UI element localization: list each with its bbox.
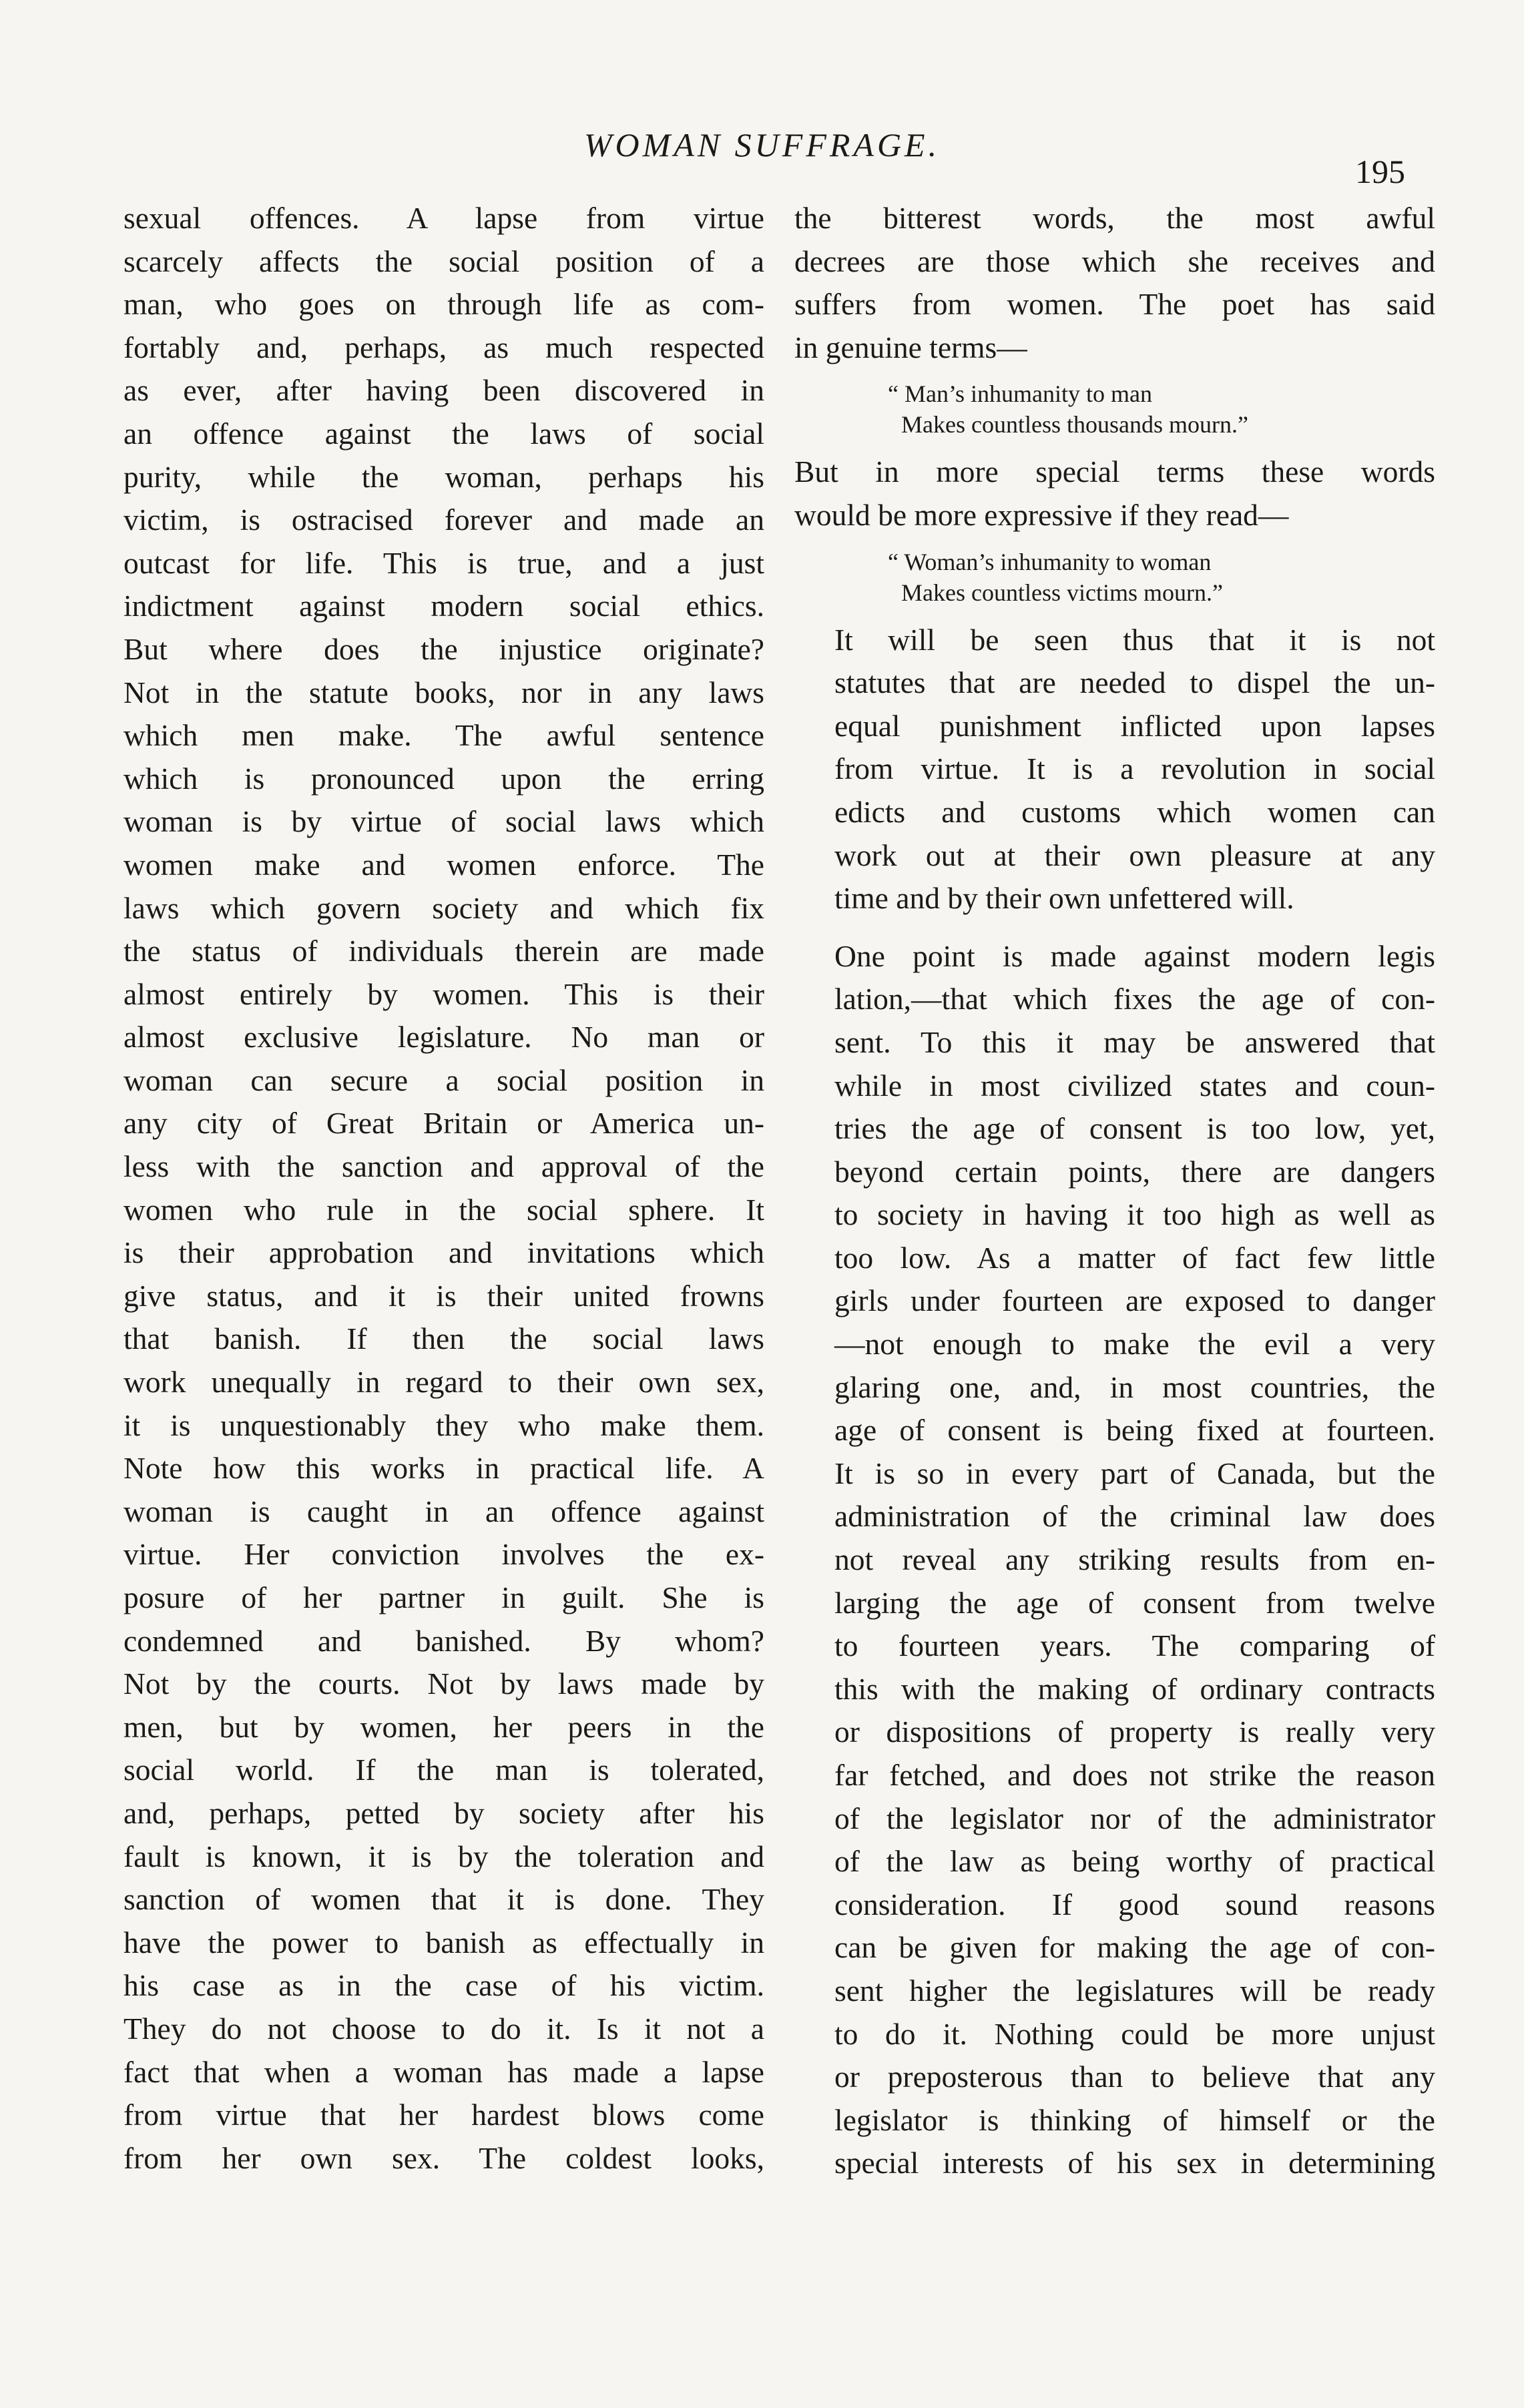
text-line: administration of the criminal law does [834,1499,1435,1534]
text-line: suffers from women. The poet has said [794,287,1435,322]
text-line: Not by the courts. Not by laws made by [123,1667,764,1701]
text-line: woman is caught in an offence against [123,1494,764,1528]
verse-quote-1 [794,378,1435,440]
left-paragraph [123,197,764,2180]
text-line: the bitterest words, the most awful [794,201,1435,235]
text-line: sanction of women that it is done. They [123,1882,764,1917]
text-line: less with the sanction and approval of the [123,1149,764,1184]
text-line: an offence against the laws of social [123,416,764,450]
text-line: to society in having it too high as well as [834,1197,1435,1232]
text-line: have the power to banish as effectually in [123,1925,764,1960]
text-line: It is so in every part of Canada, but the [834,1456,1435,1490]
text-line: sexual offences. A lapse from virtue [123,201,764,235]
text-line: fortably and, perhaps, as much respected [123,330,764,364]
verse-line: “ Man’s inhumanity to man [888,380,1152,408]
text-line: women make and women enforce. The [123,847,764,882]
text-line: glaring one, and, in most countries, the [834,1370,1435,1404]
page-number: 195 [1355,153,1405,190]
text-line: it is unquestionably they who make them. [123,1408,764,1442]
text-line: age of consent is being fixed at fourteen. [834,1413,1435,1448]
text-line: Not in the statute books, nor in any laws [123,675,764,709]
text-line: girls under fourteen are exposed to danger [834,1283,1435,1318]
text-line: outcast for life. This is true, and a just [123,545,764,580]
right-paragraph-1 [794,197,1435,369]
text-line: any city of Great Britain or America un- [123,1106,764,1141]
text-line: which men make. The awful sentence [123,718,764,753]
text-line: special interests of his sex in determining [834,2146,1435,2180]
text-line: to fourteen years. The comparing of [834,1628,1435,1663]
text-line: or preposterous than to believe that any [834,2060,1435,2094]
text-line: decrees are those which she receives and [794,244,1435,278]
text-line: virtue. Her conviction involves the ex- [123,1537,764,1572]
text-line: almost entirely by women. This is their [123,976,764,1011]
text-line: equal punishment inflicted upon lapses [834,708,1435,743]
text-line: men, but by women, her peers in the [123,1709,764,1744]
text-line: scarcely affects the social position of a [123,244,764,278]
text-line: that banish. If then the social laws [123,1321,764,1356]
text-line: tries the age of consent is too low, yet, [834,1111,1435,1146]
text-line: far fetched, and does not strike the reason [834,1758,1435,1792]
right-column [794,197,1435,2366]
text-line: and, perhaps, petted by society after his [123,1795,764,1830]
text-line: work out at their own pleasure at any [834,838,1435,872]
text-line: social world. If the man is tolerated, [123,1753,764,1787]
text-line: work unequally in regard to their own sex, [123,1365,764,1400]
text-line: can be given for making the age of con- [834,1930,1435,1965]
text-line: man, who goes on through life as com- [123,287,764,322]
text-line: posure of her partner in guilt. She is [123,1580,764,1614]
text-line: larging the age of consent from twelve [834,1585,1435,1620]
text-line: too low. As a matter of fact few little [834,1240,1435,1275]
text-line: One point is made against modern legis [834,938,1435,973]
right-paragraph-2 [794,450,1435,537]
text-line: of the law as being worthy of practical [834,1844,1435,1879]
text-line: purity, while the woman, perhaps his [123,459,764,494]
text-line: indictment against modern social ethics. [123,589,764,623]
text-line: It will be seen thus that it is not [834,622,1435,657]
text-line: consideration. If good sound reasons [834,1887,1435,1921]
text-line: his case as in the case of his victim. [123,1968,764,2003]
text-line: from virtue. It is a revolution in social [834,751,1435,786]
verse-quote-2 [794,547,1435,608]
text-line: from her own sex. The coldest looks, [123,2140,764,2175]
text-line: fault is known, it is by the toleration and [123,1839,764,1873]
text-line: edicts and customs which women can [834,794,1435,829]
verse-line: “ Woman’s inhumanity to woman [888,548,1212,575]
text-line: to do it. Nothing could be more unjust [834,2016,1435,2051]
text-line: —not enough to make the evil a very [834,1327,1435,1362]
text-line: lation,—that which fixes the age of con- [834,982,1435,1016]
text-line: But in more special terms these words [794,455,1435,489]
text-line: this with the making of ordinary contracts [834,1671,1435,1706]
text-line: laws which govern society and which fix [123,890,764,925]
text-line: not reveal any striking results from en- [834,1542,1435,1577]
text-line: almost exclusive legislature. No man or [123,1020,764,1055]
text-line: woman is by virtue of social laws which [123,804,764,839]
text-line: in genuine terms— [794,330,1027,364]
text-line: or dispositions of property is really very [834,1715,1435,1749]
text-line: while in most civilized states and coun- [834,1068,1435,1103]
text-line: They do not choose to do it. Is it not a [123,2011,764,2046]
text-line: sent higher the legislatures will be ready [834,1973,1435,2008]
running-title: WOMAN SUFFRAGE. [583,126,941,164]
text-line: sent. To this it may be answered that [834,1024,1435,1059]
text-line: is their approbation and invitations which [123,1235,764,1270]
text-line: But where does the injustice originate? [123,631,764,666]
text-line: which is pronounced upon the erring [123,761,764,796]
text-line: beyond certain points, there are dangers [834,1154,1435,1189]
text-line: would be more expressive if they read— [794,497,1289,532]
text-line: as ever, after having been discovered in [123,373,764,408]
text-line: the status of individuals therein are made [123,934,764,968]
text-line: give status, and it is their united frowns [123,1278,764,1313]
text-line: legislator is thinking of himself or the [834,2102,1435,2137]
text-line: fact that when a woman has made a lapse [123,2054,764,2089]
right-paragraph-3 [794,619,1435,920]
text-line: Note how this works in practical life. A [123,1451,764,1486]
verse-line: Makes countless thousands mourn.” [901,411,1248,438]
text-line: woman can secure a social position in [123,1063,764,1097]
text-line: victim, is ostracised forever and made an [123,503,764,537]
text-line: from virtue that her hardest blows come [123,2098,764,2132]
text-line: condemned and banished. By whom? [123,1623,764,1658]
verse-line: Makes countless victims mourn.” [901,579,1223,606]
text-line: women who rule in the social sphere. It [123,1192,764,1227]
text-line: statutes that are needed to dispel the un- [834,665,1435,700]
left-column [123,197,764,2366]
text-line: time and by their own unfettered will. [834,881,1294,916]
text-line: of the legislator nor of the administrator [834,1801,1435,1835]
right-paragraph-4 [794,935,1435,2185]
